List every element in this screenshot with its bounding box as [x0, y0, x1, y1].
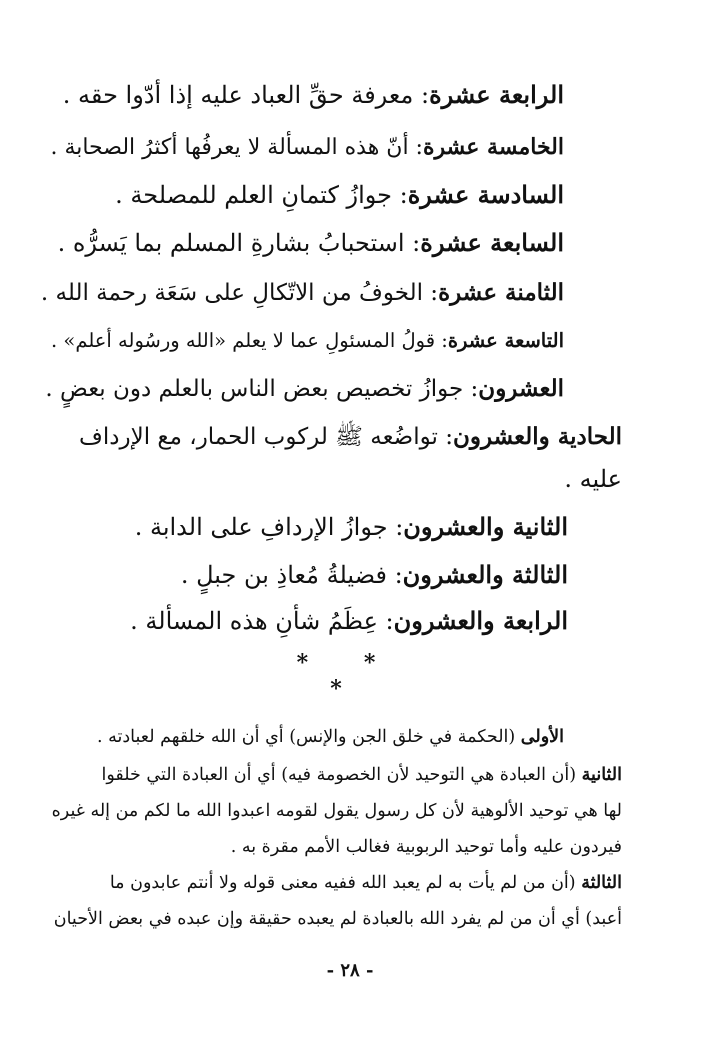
- item-label: الرابعة عشرة: [429, 80, 564, 109]
- item-text: : تواضُعه ﷺ لركوب الحمار، مع الإرداف: [79, 424, 453, 450]
- footnote-text: فيردون عليه وأما توحيد الربوبية فغالب الأمم مقرة به .: [230, 837, 622, 857]
- footnote-text: (أن من لم يأت به لم يعبد الله ففيه معنى قوله ولا أنتم عابدون ما: [109, 873, 582, 893]
- item-label: الثانية والعشرون: [403, 512, 568, 541]
- item-text: : جوازُ الإردافِ على الدابة .: [134, 513, 404, 541]
- footnote-line: [52, 796, 622, 826]
- footnote-label: الثانية: [581, 765, 622, 785]
- item-text: : معرفة حقِّ العباد عليه إذا أدّوا حقه .: [62, 81, 430, 109]
- item-line: [181, 558, 568, 592]
- footnote-line: [97, 722, 564, 752]
- page-number: - ٢٨ -: [326, 960, 374, 981]
- footnote-text: لها هي توحيد الألوهية لأن كل رسول يقول لقومه اعبدوا الله ما لكم من إله غيره: [51, 801, 622, 821]
- footnote-text: (أن العبادة هي التوحيد لأن الخصومة فيه) أي أن العبادة التي خلقوا: [101, 765, 582, 785]
- item-line: [115, 178, 564, 212]
- footnote-line: [101, 760, 622, 790]
- item-text: : جوازُ كتمانِ العلم للمصلحة .: [115, 181, 408, 209]
- item-text: : جوازُ تخصيص بعض الناس بالعلم دون بعضٍ .: [45, 376, 479, 402]
- item-text: : الخوفُ من الاتّكالِ على سَعَة رحمة الله .: [40, 280, 439, 306]
- footnote-text: أعبد) أي أن من لم يفرد الله بالعبادة لم يعبده حقيقة وإن عبده في بعض الأحيان: [53, 909, 622, 929]
- item-label: السابعة عشرة: [420, 228, 564, 257]
- item-label: الحادية والعشرون: [452, 423, 622, 450]
- item-line: [45, 372, 564, 406]
- item-line: [41, 276, 564, 310]
- item-label: التاسعة عشرة: [447, 329, 564, 352]
- footnote-line: [54, 904, 622, 934]
- item-line: [63, 78, 564, 112]
- item-label: السادسة عشرة: [407, 180, 564, 209]
- footnote-line: [110, 868, 622, 898]
- item-line: [135, 510, 568, 544]
- item-line: [50, 130, 564, 165]
- item-text: : أنّ هذه المسألة لا يعرفُها أكثرُ الصحابة .: [50, 135, 423, 160]
- footnote-line: [231, 832, 622, 862]
- footnote-label: الثالثة: [581, 873, 622, 893]
- item-label: الثامنة عشرة: [438, 279, 564, 306]
- item-line: [58, 226, 564, 260]
- item-line: [130, 604, 568, 638]
- item-text: : قولُ المسئولِ عما لا يعلم «الله ورسُوله أعلم» .: [51, 329, 448, 352]
- item-label: العشرون: [478, 375, 564, 402]
- item-text: : فضيلةُ مُعاذِ بن جبلٍ .: [180, 561, 403, 589]
- item-text: عليه .: [564, 465, 622, 493]
- item-label: الخامسة عشرة: [422, 134, 564, 160]
- item-line: [51, 324, 564, 358]
- item-text: : استحبابُ بشارةِ المسلم بما يَسرُّه .: [57, 229, 421, 257]
- item-line: [79, 420, 622, 454]
- item-label: الثالثة والعشرون: [402, 560, 568, 589]
- item-text: : عِظَمُ شأنِ هذه المسألة .: [130, 607, 394, 635]
- section-separator: * * *: [296, 650, 400, 702]
- item-line: [564, 462, 622, 496]
- footnote-text: (الحكمة في خلق الجن والإنس) أي أن الله خلقهم لعبادته .: [97, 727, 521, 747]
- item-label: الرابعة والعشرون: [393, 606, 568, 635]
- footnote-label: الأولى: [520, 727, 564, 747]
